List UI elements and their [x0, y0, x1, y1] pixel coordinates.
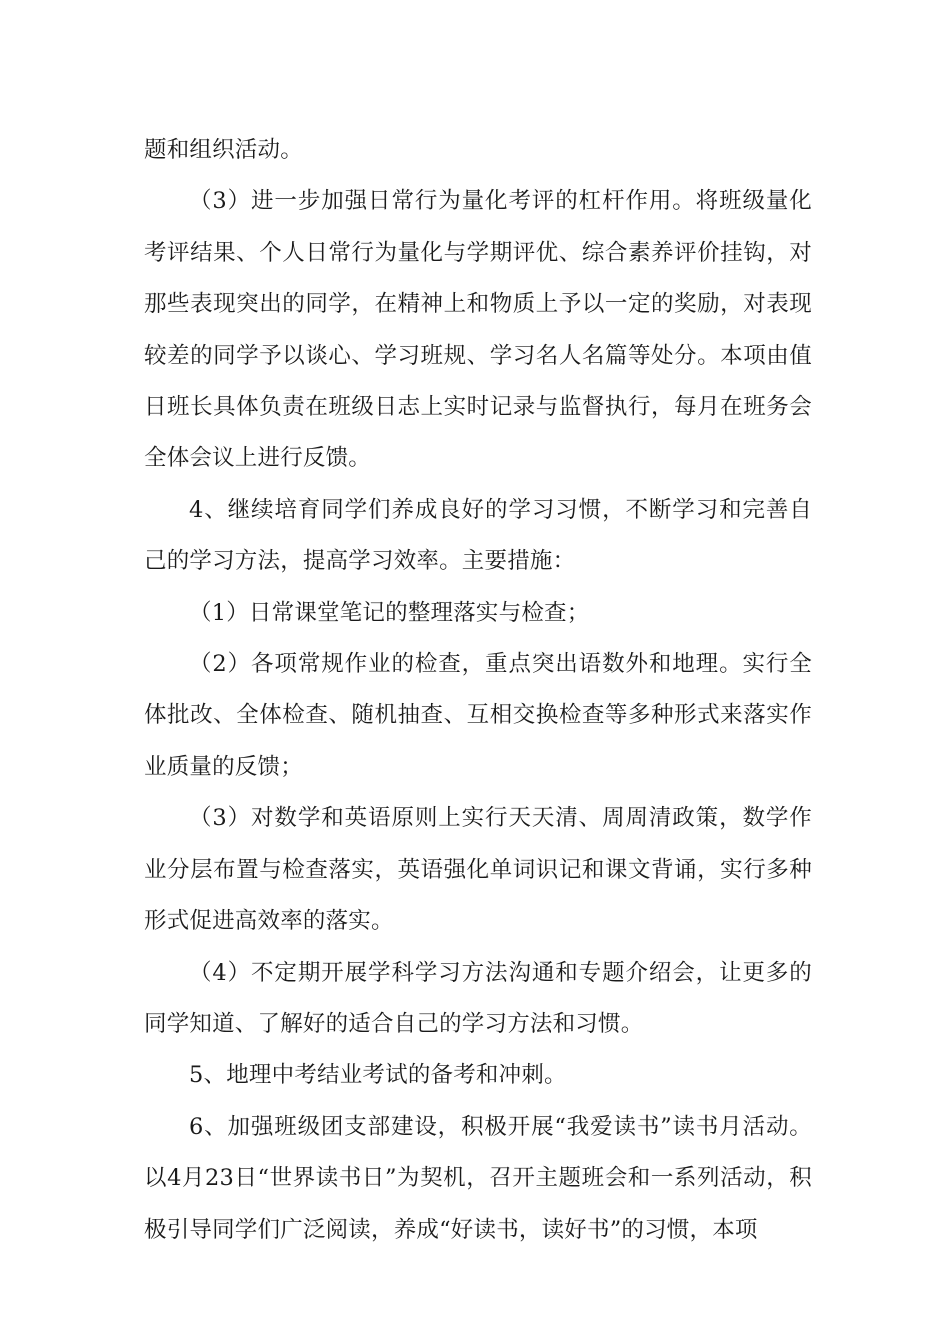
- paragraph-geography-exam: 5、地理中考结业考试的备考和冲刺。: [189, 1062, 567, 1089]
- paragraph-notes-check: （1）日常课堂笔记的整理落实与检查；: [189, 599, 590, 626]
- paragraph-study-habits: 4、继续培育同学们养成良好的学习习惯，不断学习和完善自己的学习方法，提高学习效率。主要措施：: [144, 496, 812, 575]
- paragraph-study-methods: （4）不定期开展学科学习方法沟通和专题介绍会，让更多的同学知道、了解好的适合自己的学习方法和习惯。: [144, 959, 812, 1037]
- paragraph-continuation: 题和组织活动。: [144, 137, 303, 163]
- paragraph-math-english: （3）对数学和英语原则上实行天天清、周周清政策，数学作业分层布置与检查落实，英语强化单词识记和课文背诵，实行多种形式促进高效率的落实。: [144, 805, 812, 935]
- paragraph-quantified-evaluation: （3）进一步加强日常行为量化考评的杠杆作用。将班级量化考评结果、个人日常行为量化与学期评优、综合素养评价挂钩，对那些表现突出的同学，在精神上和物质上予以一定的奖励，对表现较差的同学予以谈心、学习班规、学习名人名篇等处分。本项由值日班长具体负责在班级日志上实时记录与监督执行，每月在班务会全体会议上进行反馈。: [144, 188, 812, 472]
- document-body: [144, 125, 812, 1256]
- paragraph-reading-month: 6、加强班级团支部建设，积极开展“我爱读书”读书月活动。以4月23日“世界读书日”为契机，召开主题班会和一系列活动，积极引导同学们广泛阅读，养成“好读书，读好书”的习惯，本项: [144, 1113, 812, 1243]
- paragraph-homework-check: （2）各项常规作业的检查，重点突出语数外和地理。实行全体批改、全体检查、随机抽查、互相交换检查等多种形式来落实作业质量的反馈；: [144, 651, 812, 780]
